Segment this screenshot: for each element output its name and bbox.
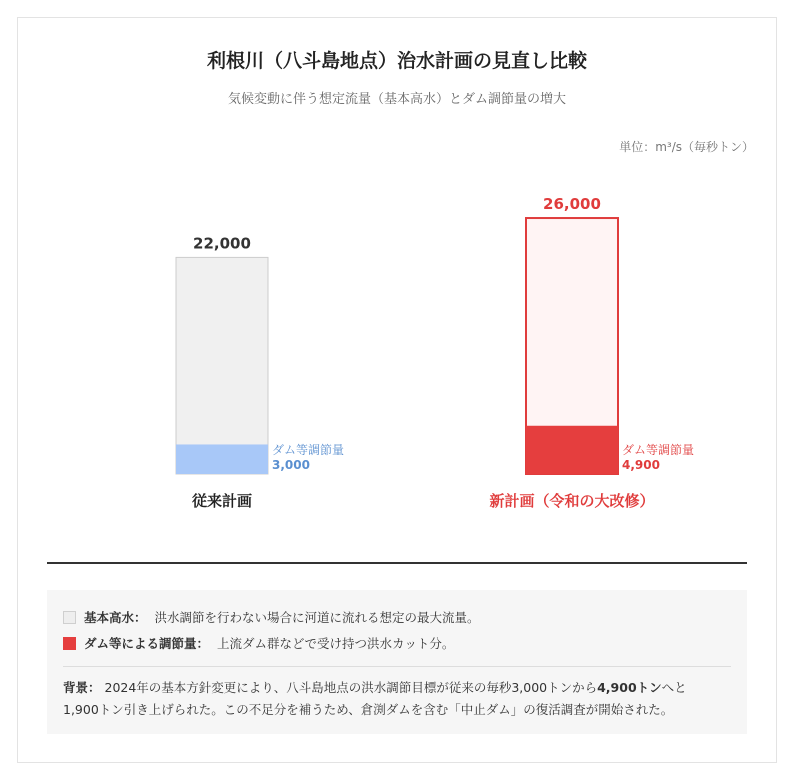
- legend-swatch-dam: [63, 637, 76, 650]
- legend-item-base: [63, 604, 731, 630]
- legend-dam-key: ダム等による調節量：: [84, 636, 210, 651]
- legend-base-desc: 洪水調節を行わない場合に河道に流れる想定の最大流量。: [154, 610, 480, 625]
- legend-separator: [63, 666, 731, 667]
- unit-label: 単位：m³/s（毎秒トン）: [619, 140, 754, 154]
- legend-dam-desc: 上流ダム群などで受け持つ洪水カット分。: [217, 636, 455, 651]
- legend-swatch-base: [63, 611, 76, 624]
- bar-base-0: [176, 257, 268, 474]
- dam-label-0: ダム等調節量: [272, 443, 345, 457]
- background-note: [63, 677, 731, 721]
- bar-dam-0: [176, 444, 268, 474]
- dam-value-0: 3,000: [272, 458, 310, 472]
- bar-dam-1: [526, 426, 618, 474]
- background-text-1: 2024年の基本方針変更により、八斗島地点の洪水調節目標が従来の毎秒3,000トンから: [104, 680, 598, 695]
- legend-box: [47, 590, 747, 734]
- category-label-1: 新計画（令和の大改修）: [489, 492, 655, 510]
- dam-value-1: 4,900: [622, 458, 660, 472]
- divider: [47, 562, 747, 564]
- background-text-line2: 1,900トン引き上げられた。この不足分を補うため、倉渕ダムを含む「中止ダム」の復活調査が開始された。: [63, 702, 674, 717]
- chart-subtitle: 気候変動に伴う想定流量（基本高水）とダム調節量の増大: [227, 92, 566, 107]
- chart-title: 利根川（八斗島地点）治水計画の見直し比較: [206, 50, 587, 72]
- background-text-2: へと: [661, 680, 687, 695]
- total-label-0: 22,000: [193, 234, 251, 253]
- dam-label-1: ダム等調節量: [622, 443, 695, 457]
- background-bold: 4,900トン: [597, 680, 662, 695]
- total-label-1: 26,000: [543, 195, 601, 214]
- background-key: 背景：: [63, 680, 101, 695]
- category-label-0: 従来計画: [191, 492, 253, 510]
- legend-item-dam: [63, 630, 731, 656]
- legend-base-key: 基本高水：: [84, 610, 147, 625]
